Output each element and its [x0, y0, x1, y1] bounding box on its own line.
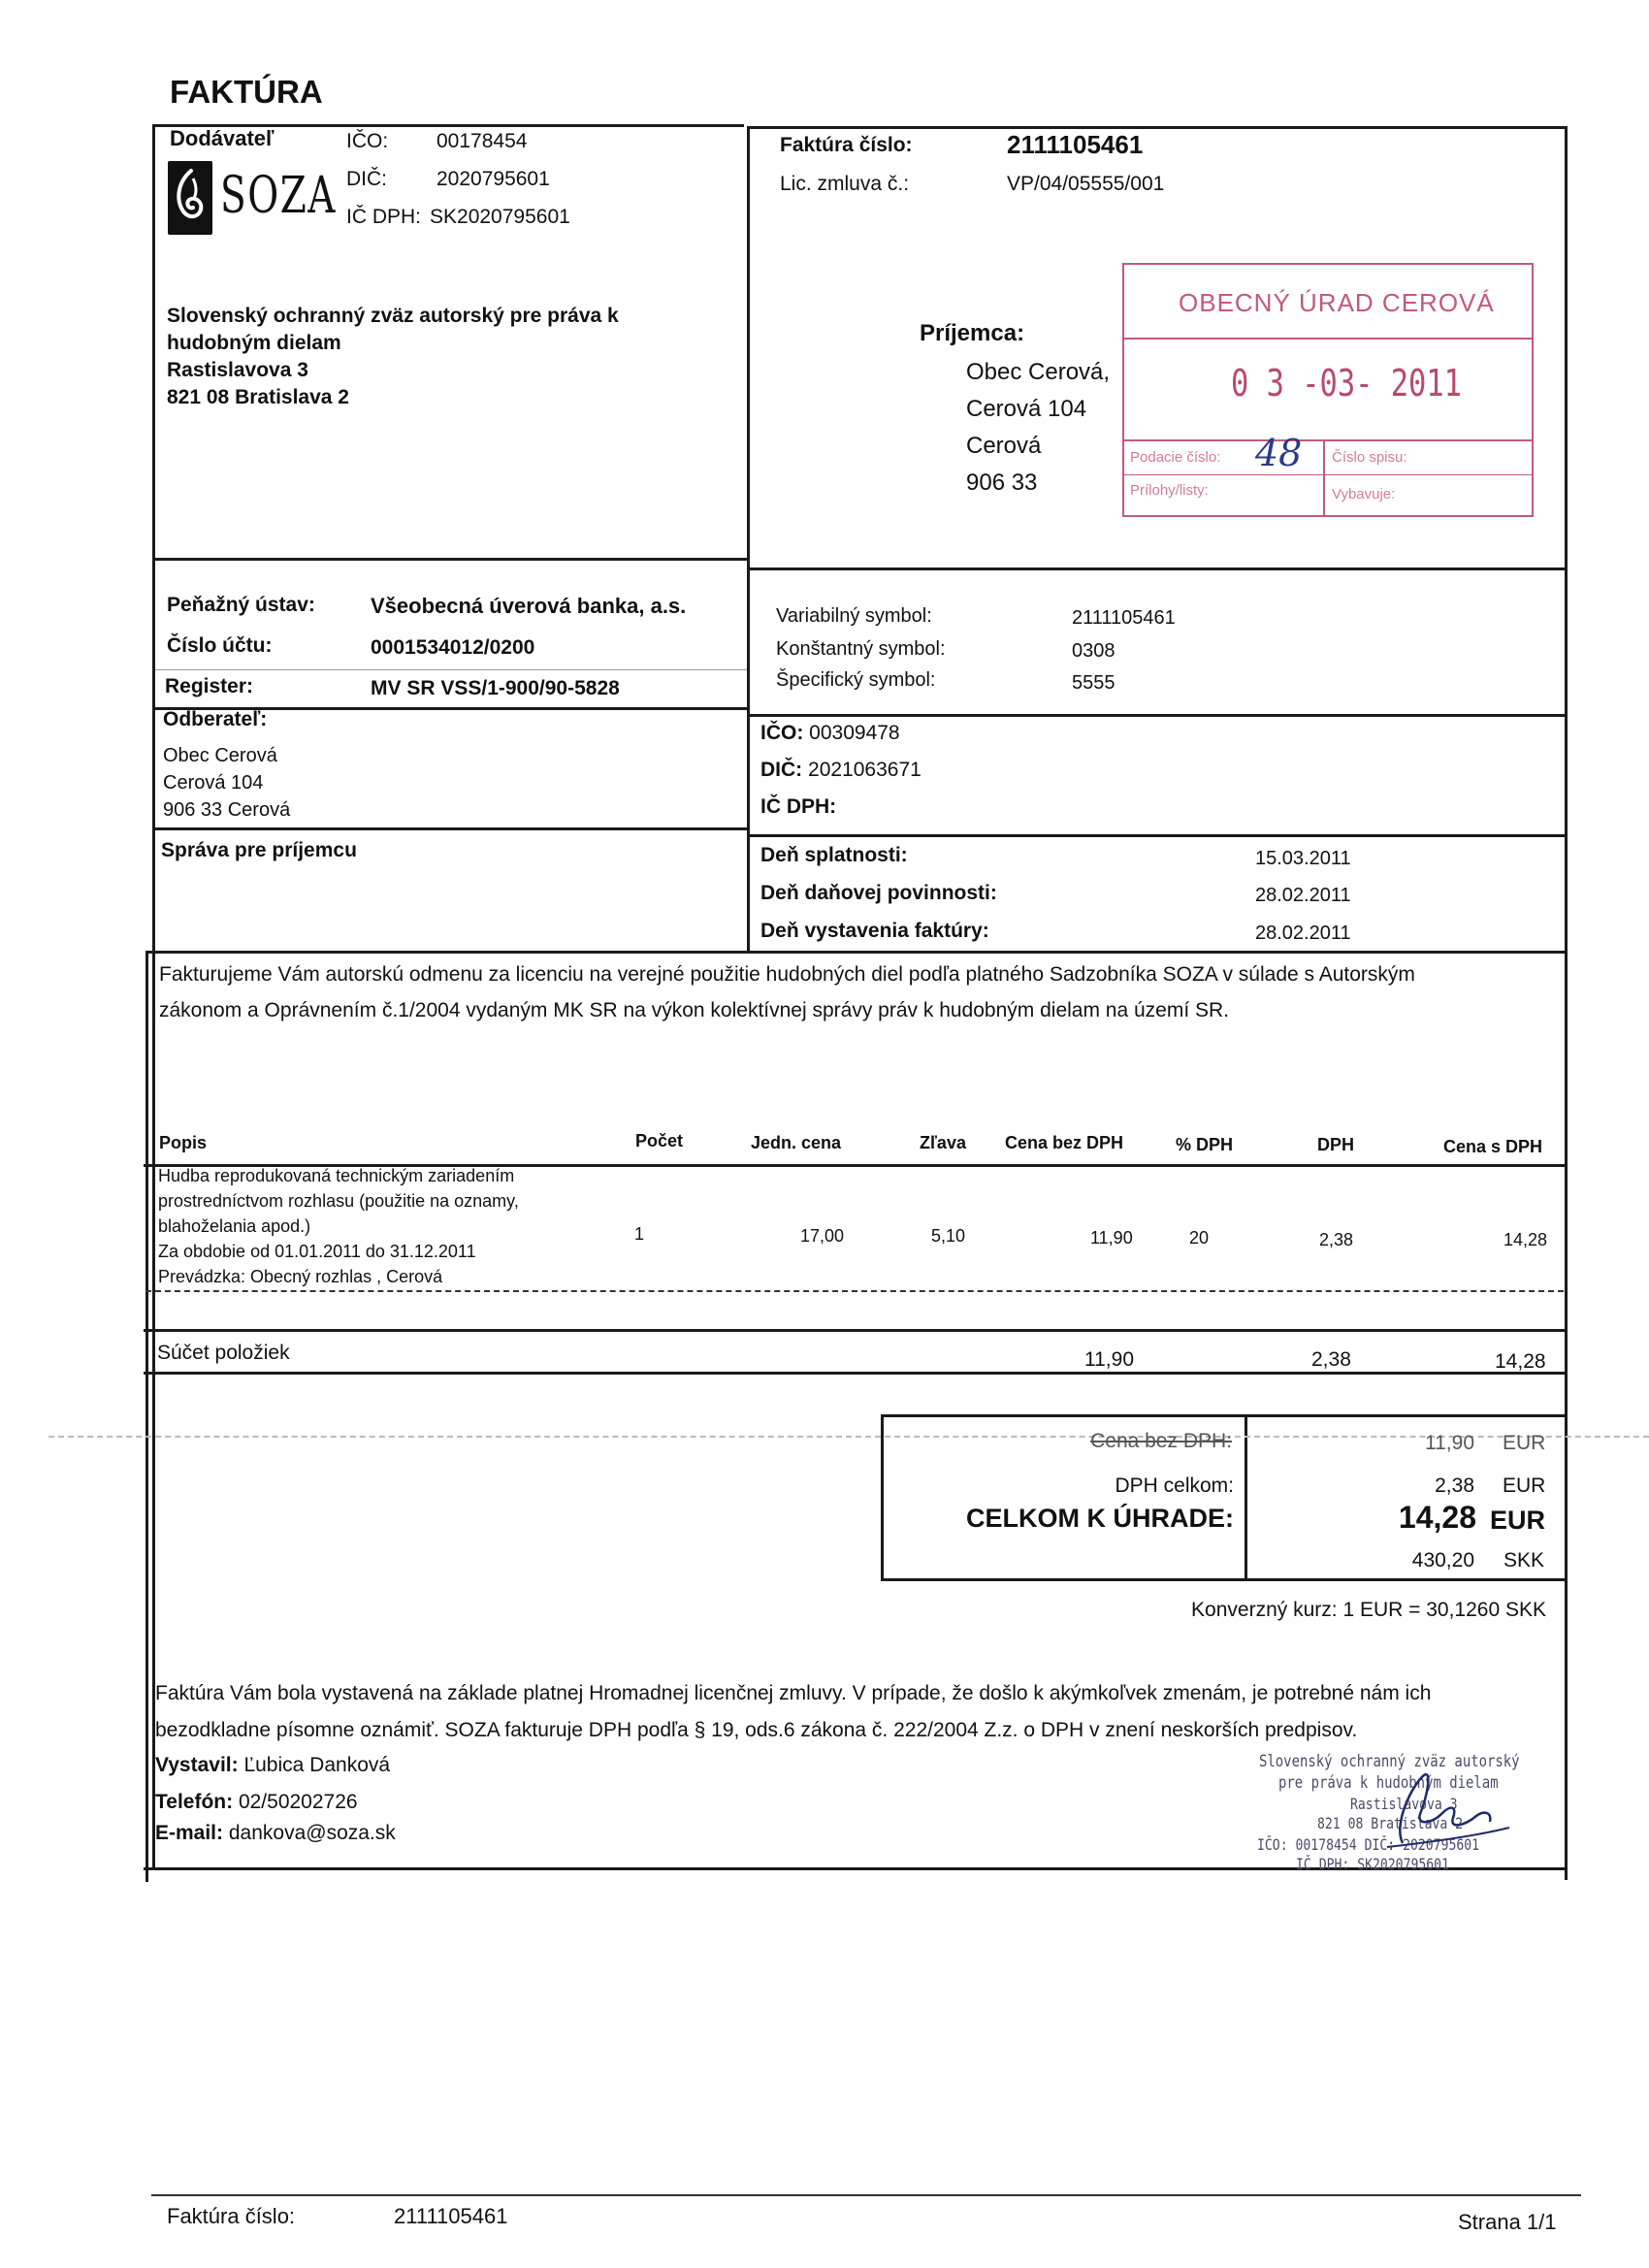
konst-symbol-label: Konštantný symbol:: [776, 638, 946, 660]
company-stamp-line2: pre práva k hudobným dielam: [1278, 1773, 1499, 1793]
recipient-line1: Obec Cerová,: [966, 359, 1111, 385]
issuer-email: dankova@soza.sk: [228, 1822, 396, 1844]
customer-dic-row: [760, 759, 922, 782]
issuer-email-label: E-mail:: [155, 1822, 224, 1844]
item-dph: 2,38: [1319, 1230, 1354, 1249]
item-desc-4: Za obdobie od 01.01.2011 do 31.12.2011: [158, 1242, 476, 1261]
item-desc-2: prostredníctvom rozhlasu (použitie na oznamy,: [158, 1191, 519, 1211]
issue-date-label: Deň vystavenia faktúry:: [760, 920, 989, 942]
soza-logo-mark-icon: [168, 161, 212, 235]
registry-stamp: [1122, 263, 1534, 517]
bank-inst-label: Peňažný ústav:: [167, 594, 315, 616]
company-stamp-line3: Rastislavova 3: [1350, 1795, 1458, 1813]
footer-invoice-number: 2111105461: [394, 2204, 508, 2228]
customer-ico-row: [760, 722, 900, 745]
issue-date: 28.02.2011: [1255, 923, 1351, 944]
stamp-title: OBECNÝ ÚRAD CEROVÁ: [1179, 288, 1495, 317]
stamp-podacie-value: 48: [1255, 432, 1303, 474]
totals-dph-label: DPH celkom:: [1115, 1474, 1234, 1497]
bank-account: 0001534012/0200: [371, 636, 535, 659]
supplier-icdph: SK2020795601: [430, 206, 570, 228]
supplier-ico-label: IČO:: [346, 130, 389, 152]
item-desc-1: Hudba reprodukovaná technickým zariadením: [158, 1166, 515, 1185]
invoice-number: 2111105461: [1007, 130, 1144, 159]
item-s: 14,28: [1504, 1230, 1548, 1249]
customer-dic: 2021063671: [808, 759, 922, 781]
license-number: VP/04/05555/001: [1007, 173, 1165, 195]
totals-bez-cur: EUR: [1503, 1432, 1546, 1454]
soza-logo-text: SOZA: [220, 167, 337, 225]
due-date-label: Deň splatnosti:: [760, 844, 908, 866]
page-number: Strana 1/1: [1458, 2210, 1557, 2234]
item-pocet: 1: [634, 1224, 645, 1244]
recipient-line4: 906 33: [966, 470, 1038, 496]
supplier-city: 821 08 Bratislava 2: [167, 386, 349, 408]
supplier-street: Rastislavova 3: [167, 359, 308, 381]
tax-date: 28.02.2011: [1255, 885, 1351, 906]
customer-ico: 00309478: [809, 722, 900, 744]
total-skk: 430,20: [1411, 1549, 1474, 1571]
bank-inst: Všeobecná úverová banka, a.s.: [371, 594, 687, 618]
issuer-by-row: [155, 1754, 390, 1777]
bank-register-label: Register:: [165, 675, 254, 697]
item-zlava: 5,10: [931, 1226, 966, 1246]
sum-label: Súčet položiek: [157, 1342, 290, 1364]
item-desc-5: Prevádzka: Obecný rozhlas , Cerová: [158, 1267, 443, 1286]
supplier-name-1: Slovenský ochranný zväz autorský pre práva k: [167, 305, 619, 327]
issuer-phone-row: [155, 1791, 358, 1814]
item-pct: 20: [1189, 1228, 1210, 1247]
signature-icon: [1364, 1756, 1519, 1863]
totals-bez-label: Cena bez DPH:: [1090, 1430, 1232, 1452]
issuer-phone-label: Telefón:: [155, 1791, 234, 1813]
supplier-dic-label: DIČ:: [346, 168, 387, 190]
issuer-by: Ľubica Danková: [243, 1754, 391, 1776]
customer-line3: 906 33 Cerová: [163, 799, 291, 821]
company-stamp: [1257, 1750, 1558, 1876]
license-label: Lic. zmluva č.:: [780, 173, 910, 195]
conversion-rate: Konverzný kurz: 1 EUR = 30,1260 SKK: [1191, 1599, 1546, 1621]
soza-logo: [168, 161, 337, 235]
invoice-number-label: Faktúra číslo:: [780, 134, 913, 156]
col-popis: Popis: [159, 1133, 208, 1152]
message-label: Správa pre príjemcu: [161, 839, 357, 861]
totals-bez: 11,90: [1425, 1432, 1474, 1454]
spec-symbol: 5555: [1072, 672, 1116, 694]
var-symbol-label: Variabilný symbol:: [776, 605, 932, 627]
customer-dic-label: DIČ:: [760, 759, 803, 781]
sum-bez: 11,90: [1084, 1348, 1134, 1371]
col-s: Cena s DPH: [1443, 1137, 1543, 1156]
recipient-line2: Cerová 104: [966, 396, 1087, 422]
company-stamp-line6: IČ DPH: SK2020795601: [1296, 1855, 1449, 1873]
supplier-dic: 2020795601: [436, 168, 550, 190]
customer-label: Odberateľ:: [163, 708, 268, 730]
stamp-spis-label: Číslo spisu:: [1332, 449, 1407, 466]
total-cur: EUR: [1490, 1506, 1546, 1535]
col-dph: DPH: [1317, 1135, 1355, 1154]
tax-date-label: Deň daňovej povinnosti:: [760, 882, 997, 904]
totals-dph-cur: EUR: [1503, 1474, 1546, 1497]
total-skk-cur: SKK: [1504, 1549, 1545, 1571]
konst-symbol: 0308: [1072, 640, 1116, 662]
intro-line2: zákonom a Oprávnením č.1/2004 vydaným MK SR na výkon kolektívnej správy práv k hudobným dielam na území SR.: [159, 999, 1230, 1021]
col-pocet: Počet: [635, 1131, 684, 1150]
issuer-email-row: [155, 1822, 396, 1845]
item-bez: 11,90: [1090, 1228, 1133, 1247]
recipient-label: Príjemca:: [920, 320, 1025, 346]
company-stamp-line1: Slovenský ochranný zväz autorský: [1259, 1752, 1520, 1771]
totals-dph: 2,38: [1435, 1474, 1474, 1497]
bank-register: MV SR VSS/1-900/90-5828: [371, 677, 620, 699]
footer-note-1: Faktúra Vám bola vystavená na základe platnej Hromadnej licenčnej zmluvy. V prípade, že došlo k akýmkoľvek zmenám, je potrebné nám ich: [155, 1682, 1432, 1704]
recipient-line3: Cerová: [966, 433, 1042, 459]
col-zlava: Zľava: [920, 1133, 966, 1152]
customer-line1: Obec Cerová: [163, 745, 277, 766]
footer-note-2: bezodkladne písomne oznámiť. SOZA fakturuje DPH podľa § 19, ods.6 zákona č. 222/2004 Z.z. o DPH v znení neskorších predpisov.: [155, 1719, 1358, 1741]
supplier-ico: 00178454: [436, 130, 528, 152]
stamp-prilohy-label: Prílohy/listy:: [1130, 482, 1209, 499]
var-symbol: 2111105461: [1072, 607, 1176, 629]
supplier-name-2: hudobným dielam: [167, 332, 341, 354]
page-title: FAKTÚRA: [170, 74, 323, 110]
total-label: CELKOM K ÚHRADE:: [966, 1504, 1234, 1533]
customer-ico-label: IČO:: [760, 722, 804, 744]
item-desc-3: blahoželania apod.): [158, 1216, 311, 1236]
total-amount: 14,28: [1398, 1500, 1476, 1535]
issuer-phone: 02/50202726: [238, 1791, 358, 1813]
sum-dph: 2,38: [1311, 1348, 1351, 1371]
company-stamp-line4: 821 08 Bratislava 2: [1317, 1814, 1464, 1832]
col-bez: Cena bez DPH: [1005, 1133, 1124, 1152]
stamp-vybavuje-label: Vybavuje:: [1332, 486, 1396, 502]
sum-s: 14,28: [1495, 1350, 1546, 1373]
stamp-date: 0 3 -03- 2011: [1231, 362, 1462, 405]
col-pct: % DPH: [1176, 1135, 1234, 1154]
due-date: 15.03.2011: [1255, 848, 1351, 869]
spec-symbol-label: Špecifický symbol:: [776, 669, 936, 691]
supplier-icdph-label: IČ DPH:: [346, 206, 422, 228]
bank-account-label: Číslo účtu:: [167, 634, 273, 657]
customer-icdph-label: IČ DPH:: [760, 795, 837, 818]
company-stamp-line5: IČO: 00178454 DIČ: 2020795601: [1257, 1835, 1480, 1854]
item-jedn: 17,00: [800, 1226, 845, 1246]
stamp-podacie-label: Podacie číslo:: [1130, 449, 1221, 466]
col-jedn: Jedn. cena: [751, 1133, 842, 1152]
footer-invoice-label: Faktúra číslo:: [167, 2204, 296, 2228]
customer-line2: Cerová 104: [163, 772, 264, 794]
issuer-by-label: Vystavil:: [155, 1754, 239, 1776]
supplier-label: Dodávateľ: [170, 126, 275, 150]
intro-line1: Fakturujeme Vám autorskú odmenu za licenciu na verejné použitie hudobných diel podľa platného Sadzobníka SOZA v súlade s Autorským: [159, 963, 1415, 986]
